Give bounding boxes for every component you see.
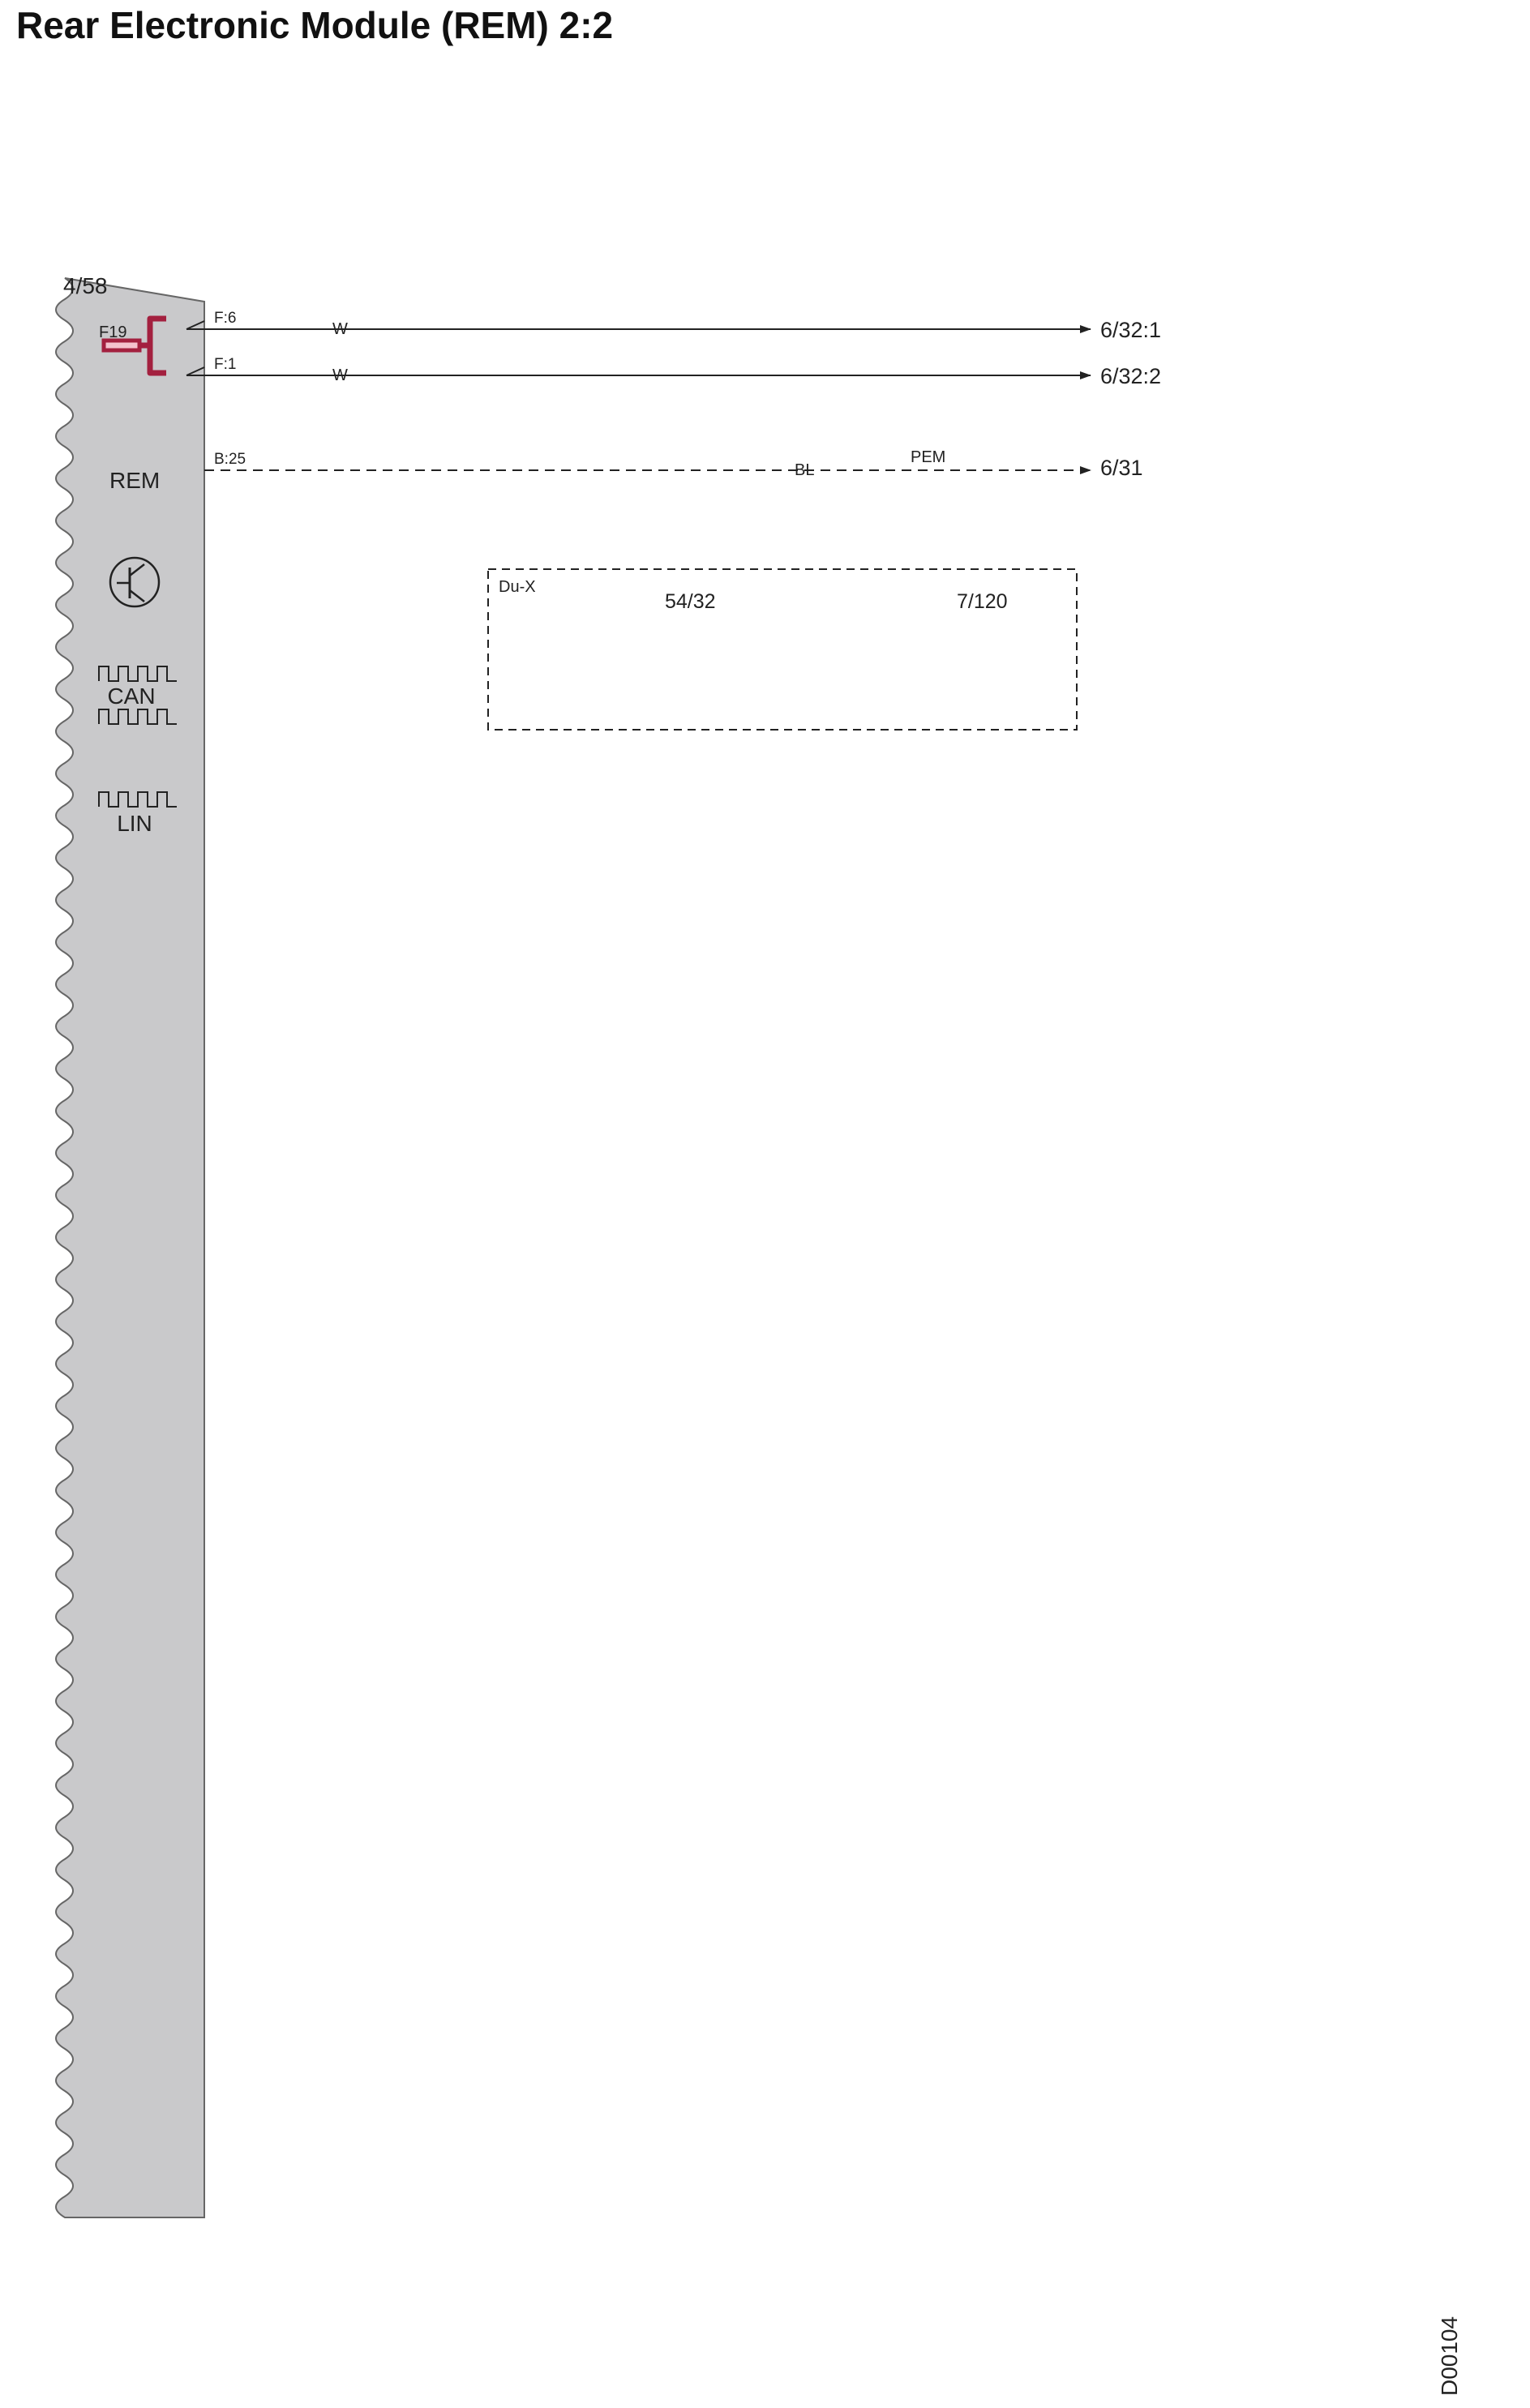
diagram-code: D00104 [1437, 2316, 1462, 2396]
fuse-body [104, 341, 139, 350]
destination-label: 6/32:1 [1100, 318, 1162, 342]
pin-label: F:1 [214, 356, 237, 373]
wire-color-label: W [332, 320, 348, 338]
destination-label: 6/31 [1100, 456, 1143, 480]
can-label: CAN [107, 683, 156, 709]
page-title: Rear Electronic Module (REM) 2:2 [16, 4, 614, 46]
wire-color-label: BL [795, 461, 815, 479]
lin-label: LIN [117, 811, 152, 836]
wire-color-label: W [332, 366, 348, 384]
pin-label: B:25 [214, 451, 246, 468]
fuse-label-f19: F19 [99, 323, 127, 341]
component-7-120: 7/120 [957, 590, 1008, 613]
component-dux: Du-X [499, 578, 536, 596]
destination-label: 6/32:2 [1100, 364, 1162, 388]
module-name: REM [109, 468, 161, 493]
component-54-32: 54/32 [665, 590, 716, 613]
module-ref: 4/58 [63, 273, 108, 298]
pin-label: F:6 [214, 310, 237, 327]
pem-label: PEM [911, 448, 946, 466]
